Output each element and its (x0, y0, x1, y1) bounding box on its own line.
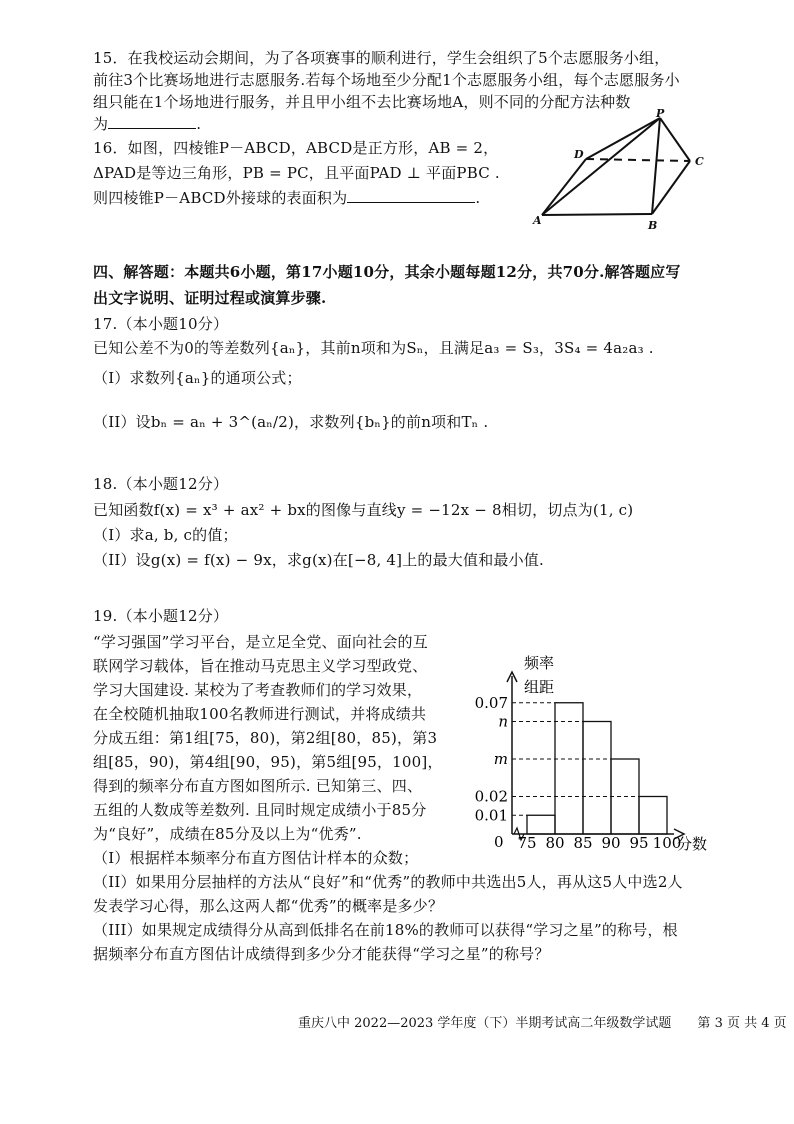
chart-origin-label: 0 (494, 833, 504, 851)
histogram-bar-3 (583, 722, 611, 835)
label-D: D (574, 148, 584, 161)
histogram-bar-1 (527, 815, 555, 834)
q15-prefix: 为 (93, 115, 109, 133)
q19-body-1: “学习强国”学习平台，是立足全党、面向社会的互 (93, 633, 428, 651)
q15-suffix: . (196, 115, 202, 133)
label-B: B (648, 219, 658, 232)
answer-blank-16 (347, 188, 475, 203)
q18-line-1: 已知函数f(x) = x³ + ax² + bx的图像与直线y = −12x − 8相切，切点为(1, c) (93, 501, 634, 519)
q19-body-9: 为“良好”，成绩在85分及以上为“优秀”. (93, 825, 362, 843)
x-tick-label-95: 95 (629, 834, 649, 852)
page-footer: 重庆八中 2022—2023 学年度（下）半期考试高二年级数学试题 第 3 页 共 4 页 (298, 1016, 787, 1031)
histogram-bar-2 (555, 703, 583, 834)
q16-line-1: 16．如图，四棱锥P－ABCD，ABCD是正方形，AB = 2， (93, 139, 499, 157)
q19-part-2-line-2: 发表学习心得，那么这两人都“优秀”的概率是多少？ (93, 897, 444, 915)
edge-PA (542, 118, 660, 215)
frequency-histogram (462, 648, 732, 860)
edge-BC (652, 161, 690, 214)
q17-line-1: 已知公差不为0的等差数列{aₙ}，其前n项和为Sₙ，且满足a₃ = S₃，3S₄ = 4a₂a₃ . (93, 339, 654, 357)
q16-text: 则四棱锥P－ABCD外接球的表面积为 (93, 189, 348, 207)
edge-PD (586, 118, 660, 159)
histogram-bar-5 (639, 797, 667, 835)
x-tick-label-75: 75 (517, 834, 537, 852)
q15-line-4 (93, 114, 201, 134)
x-tick-label-85: 85 (573, 834, 593, 852)
q19-part-2-line-1: （II）如果用分层抽样的方法从“良好”和“优秀”的教师中共选出5人，再从这5人中选2人 (93, 873, 683, 891)
q19-part-3-line-1: （III）如果规定成绩得分从高到低排名在前18%的教师可以获得“学习之星”的称号，根 (93, 921, 678, 939)
q15-line-1: 15．在我校运动会期间，为了各项赛事的顺利进行，学生会组织了5个志愿服务小组， (93, 49, 670, 67)
q19-part-1: （I）根据样本频率分布直方图估计样本的众数； (93, 849, 419, 867)
q19-body-7: 得到的频率分布直方图如图所示. 已知第三、四、 (93, 777, 423, 795)
q19-body-2: 联网学习载体，旨在推动马克思主义学习型政党、 (93, 657, 428, 675)
q17-part-1: （I）求数列{aₙ}的通项公式； (93, 369, 302, 387)
edge-AD (542, 159, 586, 215)
q16-line-2: ΔPAD是等边三角形，PB = PC，且平面PAD ⊥ 平面PBC . (93, 164, 500, 182)
q18-header: 18.（本小题12分） (93, 475, 229, 493)
section4-line-1: 四、解答题：本题共6小题，第17小题10分，其余小题每题12分，共70分.解答题应写 (93, 263, 681, 281)
y-tick-label-2: n (498, 712, 508, 731)
pyramid-figure (530, 108, 720, 233)
answer-blank-15 (108, 114, 196, 129)
section4-line-2: 出文字说明、证明过程或演算步骤. (93, 289, 327, 307)
q15-line-2: 前往3个比赛场地进行志愿服务.若每个场地至少分配1个志愿服务小组，每个志愿服务小 (93, 71, 680, 89)
q19-body-5: 分成五组：第1组[75，80)，第2组[80，85)，第3 (93, 729, 438, 747)
x-tick-label-90: 90 (601, 834, 621, 852)
q19-part-3-line-2: 据频率分布直方图估计成绩得到多少分才能获得“学习之星”的称号？ (93, 945, 550, 963)
x-tick-label-80: 80 (545, 834, 565, 852)
q16-suffix: . (475, 189, 481, 207)
q19-body-3: 学习大国建设. 某校为了考查教师们的学习效果， (93, 681, 423, 699)
edge-PC (660, 118, 690, 161)
label-P: P (656, 108, 665, 120)
q18-part-2: （II）设g(x) = f(x) − 9x，求g(x)在[−8, 4]上的最大值和最小值. (93, 551, 544, 569)
chart-ylabel-top: 频率 (524, 654, 555, 672)
y-tick-label-5: 0.01 (474, 806, 508, 825)
q19-body-6: 组[85，90)，第4组[90，95)，第5组[95，100]， (93, 753, 443, 771)
q19-body-4: 在全校随机抽取100名教师进行测试，并将成绩共 (93, 705, 427, 723)
q17-header: 17.（本小题10分） (93, 315, 229, 333)
q16-line-3 (93, 188, 480, 208)
q19-body-8: 五组的人数成等差数列. 且同时规定成绩小于85分 (93, 801, 427, 819)
y-tick-label-4: 0.02 (474, 787, 508, 806)
edge-AB (542, 214, 652, 215)
label-A: A (533, 214, 542, 227)
y-tick-label-1: 0.07 (474, 693, 508, 712)
q17-part-2: （II）设bₙ = aₙ + 3^(aₙ/2)，求数列{bₙ}的前n项和Tₙ . (93, 413, 489, 431)
q18-part-1: （I）求a, b, c的值； (93, 526, 238, 544)
chart-ylabel-bottom: 组距 (524, 678, 555, 696)
edge-DC-hidden (586, 159, 690, 161)
x-tick-label-100: 100 (652, 834, 682, 852)
label-C: C (695, 155, 704, 168)
y-tick-label-3: m (493, 750, 508, 768)
chart-xlabel: 分数 (677, 835, 708, 853)
q19-header: 19.（本小题12分） (93, 607, 229, 625)
edge-PB (652, 118, 660, 214)
q15-line-3: 组只能在1个场地进行服务，并且甲小组不去比赛场地A，则不同的分配方法种数 (93, 93, 631, 111)
